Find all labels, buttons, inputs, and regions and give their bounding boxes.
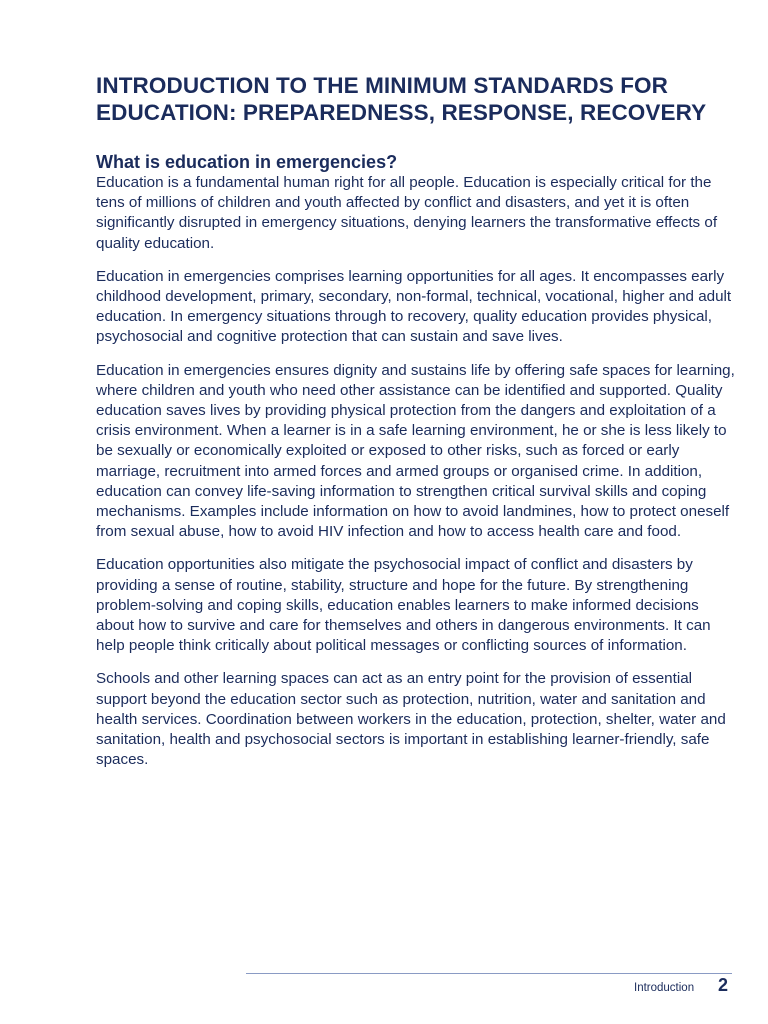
paragraph-5: Schools and other learning spaces can act as an entry point for the provision of essential support beyond the education sector such as protection, nutrition, water and sanitation and health services. Coordination between workers in the education, protection, shelter, water and sanitation, health and psychosocial sectors is important in establishing learner-friendly, safe spaces. [96,670,726,769]
footer-divider [246,973,732,974]
paragraph-2: Education in emergencies comprises learning opportunities for all ages. It encompasses early childhood development, primary, secondary, non-formal, technical, vocational, higher and adult education. In emergency situations through to recovery, quality education provides physical, psychosocial and cognitive protection that can sustain and save lives. [96,267,732,346]
paragraph-3: Education in emergencies ensures dignity and sustains life by offering safe spaces for learning, where children and youth who need other assistance can be identified and supported. Quality education saves lives by providing physical protection from the dangers and exploitation of a crisis environment. When a learner is in a safe learning environment, he or she is less likely to be sexually or economically exploited or exposed to other risks, such as forced or early marriage, recruitment into armed forces and armed groups or organised crime. In addition, education can convey life-saving information to strengthen critical survival skills and coping mechanisms. Examples include information on how to avoid landmines, how to protect oneself from sexual abuse, how to avoid HIV infection and how to access health care and food. [96,361,735,541]
body-text [96,173,736,783]
section-heading: What is education in emergencies? [96,152,398,172]
footer-section-label: Introduction [634,982,695,994]
paragraph-4: Education opportunities also mitigate the psychosocial impact of conflict and disasters by providing a sense of routine, stability, structure and hope for the future. By strengthening problem-solving and coping skills, education enables learners to make informed decisions about how to survive and care for themselves and others in dangerous environments. It can help people think critically about political messages or conflicting sources of information. [96,556,711,655]
page-number: 2 [718,975,729,995]
paragraph-1: Education is a fundamental human right for all people. Education is especially critical for the tens of millions of children and youth affected by conflict and disasters, and yet it is often significantly disrupted in emergency situations, denying learners the transformative effects of quality education. [96,174,718,252]
page-title: INTRODUCTION TO THE MINIMUM STANDARDS FOR EDUCATION: PREPAREDNESS, RESPONSE, RECOVERY [96,73,707,125]
